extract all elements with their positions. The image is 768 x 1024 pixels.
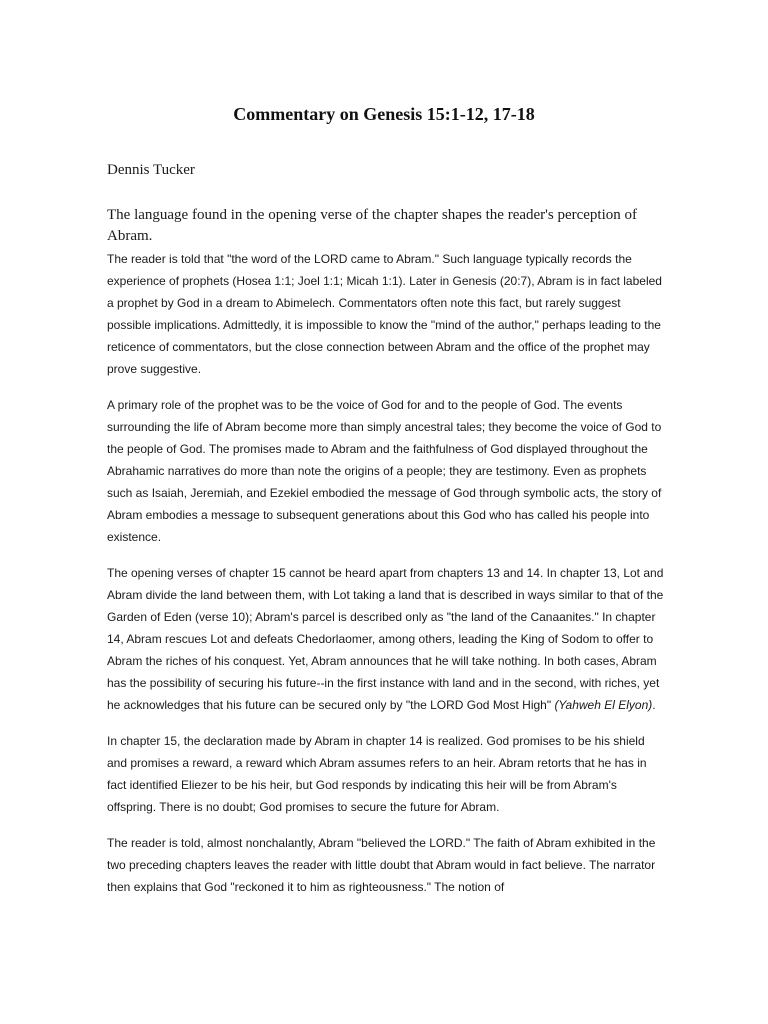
paragraph-4: In chapter 15, the declaration made by Abram in chapter 14 is realized. God promises to be his shield and promises a reward, a reward which Abram assumes refers to an heir. Abram retorts that he has in fact identified Eliezer to be his heir, but God responds by indicating this heir will be from Abram's offspring. There is no doubt; God promises to secure the future for Abram.: [107, 734, 647, 814]
lead-sentence: The language found in the opening verse of the chapter shapes the reader's perception of Abram.: [107, 207, 637, 244]
paragraph-5: The reader is told, almost nonchalantly, Abram "believed the LORD." The faith of Abram exhibited in the two preceding chapters leaves the reader with little doubt that Abram would in fact believe. The narrator then explains that God "reckoned it to him as righteousness." The notion of: [107, 836, 656, 894]
hebrew-name-italic: (Yahweh El Elyon): [554, 698, 653, 712]
author-name: Dennis Tucker: [107, 162, 195, 178]
document-title: Commentary on Genesis 15:1-12, 17-18: [233, 104, 535, 124]
paragraph-3-text: The opening verses of chapter 15 cannot be heard apart from chapters 13 and 14. In chapter 13, Lot and Abram divide the land between them, with Lot taking a land that is described in ways similar to that of the Garden of Eden (verse 10); Abram's parcel is described only as "the land of the Canaanites." In chapter 14, Abram rescues Lot and defeats Chedorlaomer, among others, leading the King of Sodom to offer to Abram the riches of his conquest. Yet, Abram announces that he will take nothing. In both cases, Abram has the possibility of securing his future--in the first instance with land and in the second, with riches, yet he acknowledges that his future can be secured only by "the LORD God Most High": [107, 566, 664, 712]
paragraph-1: The reader is told that "the word of the LORD came to Abram." Such language typically records the experience of prophets (Hosea 1:1; Joel 1:1; Micah 1:1). Later in Genesis (20:7), Abram is in fact labeled a prophet by God in a dream to Abimelech. Commentators often note this fact, but rarely suggest possible implications. Admittedly, it is impossible to know the "mind of the author," perhaps leading to the reticence of commentators, but the close connection between Abram and the office of the prophet may prove suggestive.: [107, 252, 662, 376]
paragraph-2: A primary role of the prophet was to be the voice of God for and to the people of God. The events surrounding the life of Abram become more than simply ancestral tales; they become the voice of God to the people of God. The promises made to Abram and the faithfulness of God displayed throughout the Abrahamic narratives do more than note the origins of a people; they are testimony. Even as prophets such as Isaiah, Jeremiah, and Ezekiel embodied the message of God through symbolic acts, the story of Abram embodies a message to subsequent generations about this God who has called his people into existence.: [107, 398, 662, 544]
paragraph-3-end: .: [652, 698, 656, 712]
body-text: [107, 248, 667, 912]
paragraph-3: [107, 562, 667, 716]
